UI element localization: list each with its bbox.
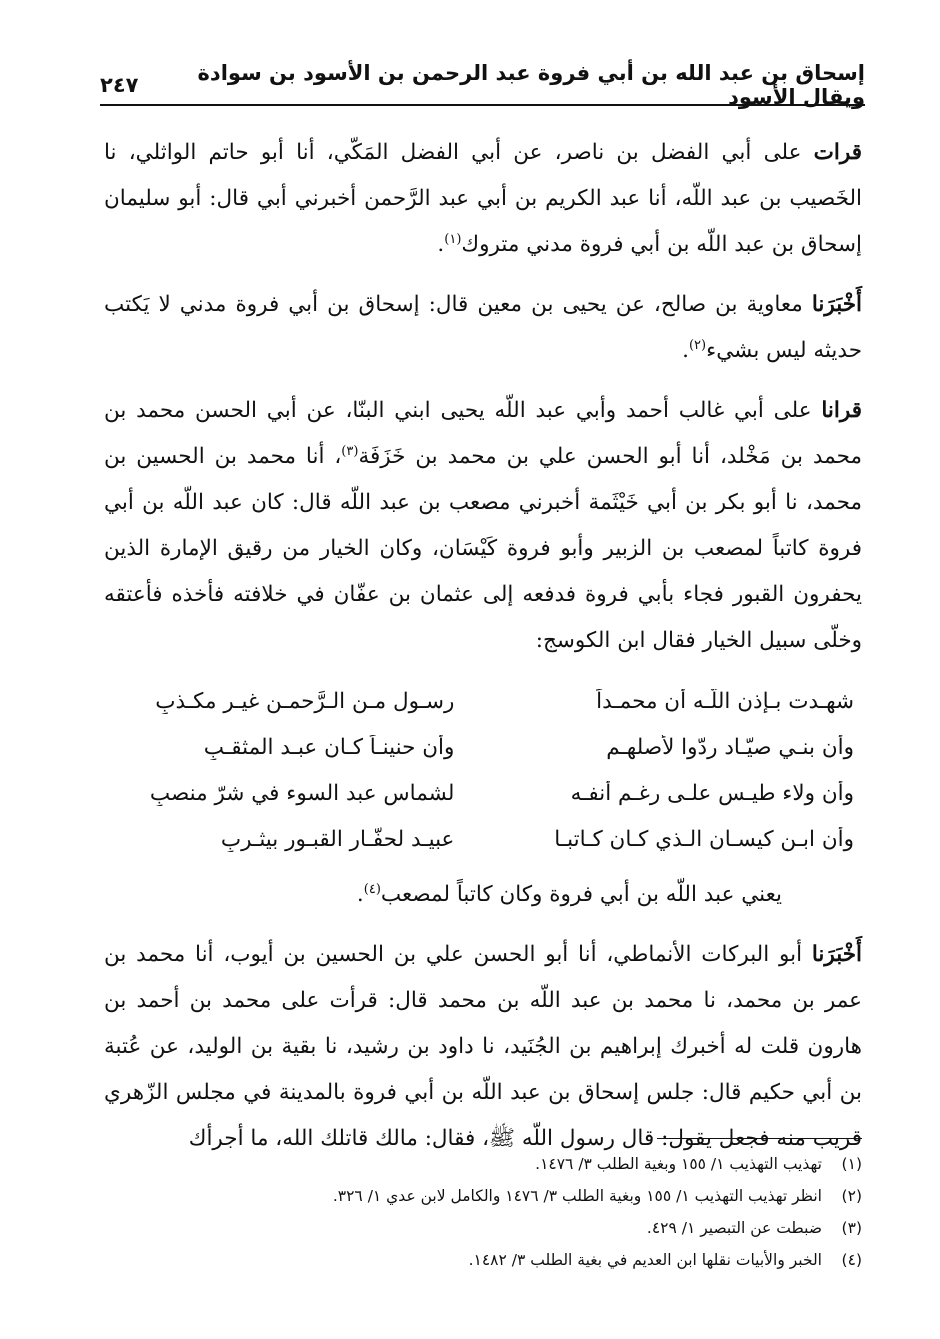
footnote-number: (٢)	[841, 1187, 862, 1205]
poem-note-text: يعني عبد اللّه بن أبي فروة وكان كاتباً لمصعب	[380, 882, 782, 907]
paragraph-lead-word: أَخْبَرَنا	[811, 292, 862, 317]
paragraph-lead-word: قرانا	[821, 398, 862, 423]
poem-second-hemistich: لشماس عبد السوء في شرّ منصبِ	[149, 780, 455, 806]
footnote-text: الخبر والأبيات نقلها ابن العديم في بغية الطلب ٣/ ١٤٨٢.	[468, 1251, 822, 1269]
poem-first-hemistich: وأن ابـن كيسـان الـذي كـان كـاتبـا	[554, 826, 854, 852]
paragraph-text-continued: ، أنا محمد بن الحسين بن محمد، نا أبو بكر بن أبي خَيْثَمة أخبرني مصعب بن عبد اللّه قال: كان عبد اللّه بن أبي فروة كاتباً لمصعب بن الزبير وأبو فروة كَيْسَان، وكان الخيار من رقيق الإمارة الذين يحفرون القبور فجاء بأبي فروة فدفعه إلى عثمان بن عفّان في خلافته فأخذه فأعتقه وخلّى سبيل الخيار فقال ابن الكوسج:	[104, 444, 862, 653]
footnote-text: تهذيب التهذيب ١/ ١٥٥ وبغية الطلب ٣/ ١٤٧٦.	[535, 1155, 822, 1173]
footnote-number: (٣)	[841, 1219, 862, 1237]
paragraph-4	[104, 932, 862, 1162]
footnote	[104, 1244, 862, 1276]
paragraph-lead-word: أَخْبَرَنا	[811, 942, 862, 967]
paragraph-1	[104, 130, 862, 268]
paragraph-lead-word: قرات	[813, 140, 862, 165]
footnote-ref: (١)	[444, 231, 462, 247]
poem-second-hemistich: وأن حنينـاً كـان عبـد المثقـبِ	[203, 734, 455, 760]
poem-note-end: .	[356, 882, 364, 907]
footnote	[104, 1180, 862, 1212]
footnote-text: ضبطت عن التبصير ١/ ٤٢٩.	[646, 1219, 822, 1237]
poem-verse	[104, 816, 862, 862]
poem-first-hemistich: وأن بنـي صيّـاد ردّوا لأصلهـم	[606, 734, 854, 760]
poem-note	[104, 872, 862, 918]
page-number: ٢٤٧	[100, 73, 139, 97]
footnotes	[104, 1148, 862, 1276]
paragraph-text: على أبي الفضل بن ناصر، عن أبي الفضل المَكّي، أنا أبو حاتم الواثلي، نا الخَصيب بن عبد اللّه، أنا عبد الكريم بن أبي عبد الرَّحمن أخبرني أبي قال: أبو سليمان إسحاق بن عبد اللّه بن أبي فروة مدني متروك	[104, 140, 862, 257]
paragraph-text: على أبي غالب أحمد وأبي عبد اللّه يحيى ابني البنّا، عن أبي الحسن محمد بن محمد بن مَخْلد، أنا أبو الحسن علي بن محمد بن خَزَفَة	[104, 398, 862, 469]
header-rule	[100, 104, 865, 106]
paragraph-text: معاوية بن صالح، عن يحيى بن معين قال: إسحاق بن أبي فروة مدني لا يَكتب حديثه ليس بشيء	[104, 292, 862, 363]
paragraph-2	[104, 282, 862, 374]
poem-verse	[104, 678, 862, 724]
poem-first-hemistich: وأن ولاء طيـس علـى رغـم أنفـه	[570, 780, 854, 806]
poem	[104, 678, 862, 862]
poem-verse	[104, 770, 862, 816]
footnote-text: انظر تهذيب التهذيب ١/ ١٥٥ وبغية الطلب ٣/ ١٤٧٦ والكامل لابن عدي ١/ ٣٢٦.	[332, 1187, 822, 1205]
paragraph-3	[104, 388, 862, 664]
footnote-number: (١)	[841, 1155, 862, 1173]
footnote	[104, 1148, 862, 1180]
footnote-ref: (٢)	[688, 337, 707, 353]
poem-second-hemistich: رسـول مـن الـرَّحمـن غيـر مكـذبِ	[155, 688, 455, 714]
poem-second-hemistich: عبيـد لحفّـار القبـور بيثـربِ	[220, 826, 455, 852]
paragraph-end: .	[437, 232, 445, 257]
paragraph-end: .	[682, 338, 689, 363]
running-title: إسحاق بن عبد الله بن أبي فروة عبد الرحمن بن الأسود بن سوادة ويقال الأسود	[197, 61, 865, 109]
running-header	[100, 61, 865, 109]
footnote-number: (٤)	[841, 1251, 862, 1269]
footnote-ref: (٣)	[341, 443, 359, 459]
footnote-ref: (٤)	[363, 881, 381, 897]
poem-first-hemistich: شهـدت بـإذن اللّـه أن محمـداً	[596, 688, 854, 714]
poem-verse	[104, 724, 862, 770]
main-text	[104, 130, 862, 1162]
paragraph-text: أبو البركات الأنماطي، أنا أبو الحسن علي بن الحسين بن أيوب، أنا محمد بن عمر بن محمد، نا محمد بن عبد اللّه بن محمد قال: قرأت على محمد بن أحمد بن هارون قلت له أخبرك إبراهيم بن الجُنَيد، نا داود بن رشيد، نا بقية بن الوليد، عن عُتبة بن أبي حكيم قال: جلس إسحاق بن عبد اللّه بن أبي فروة بالمدينة في مجلس الزّهري قريب منه فجعل يقول: قال رسول اللّه ﷺ، فقال: مالك قاتلك الله، ما أجرأك	[104, 942, 862, 1151]
footnote	[104, 1212, 862, 1244]
footnote-rule	[657, 1138, 862, 1139]
